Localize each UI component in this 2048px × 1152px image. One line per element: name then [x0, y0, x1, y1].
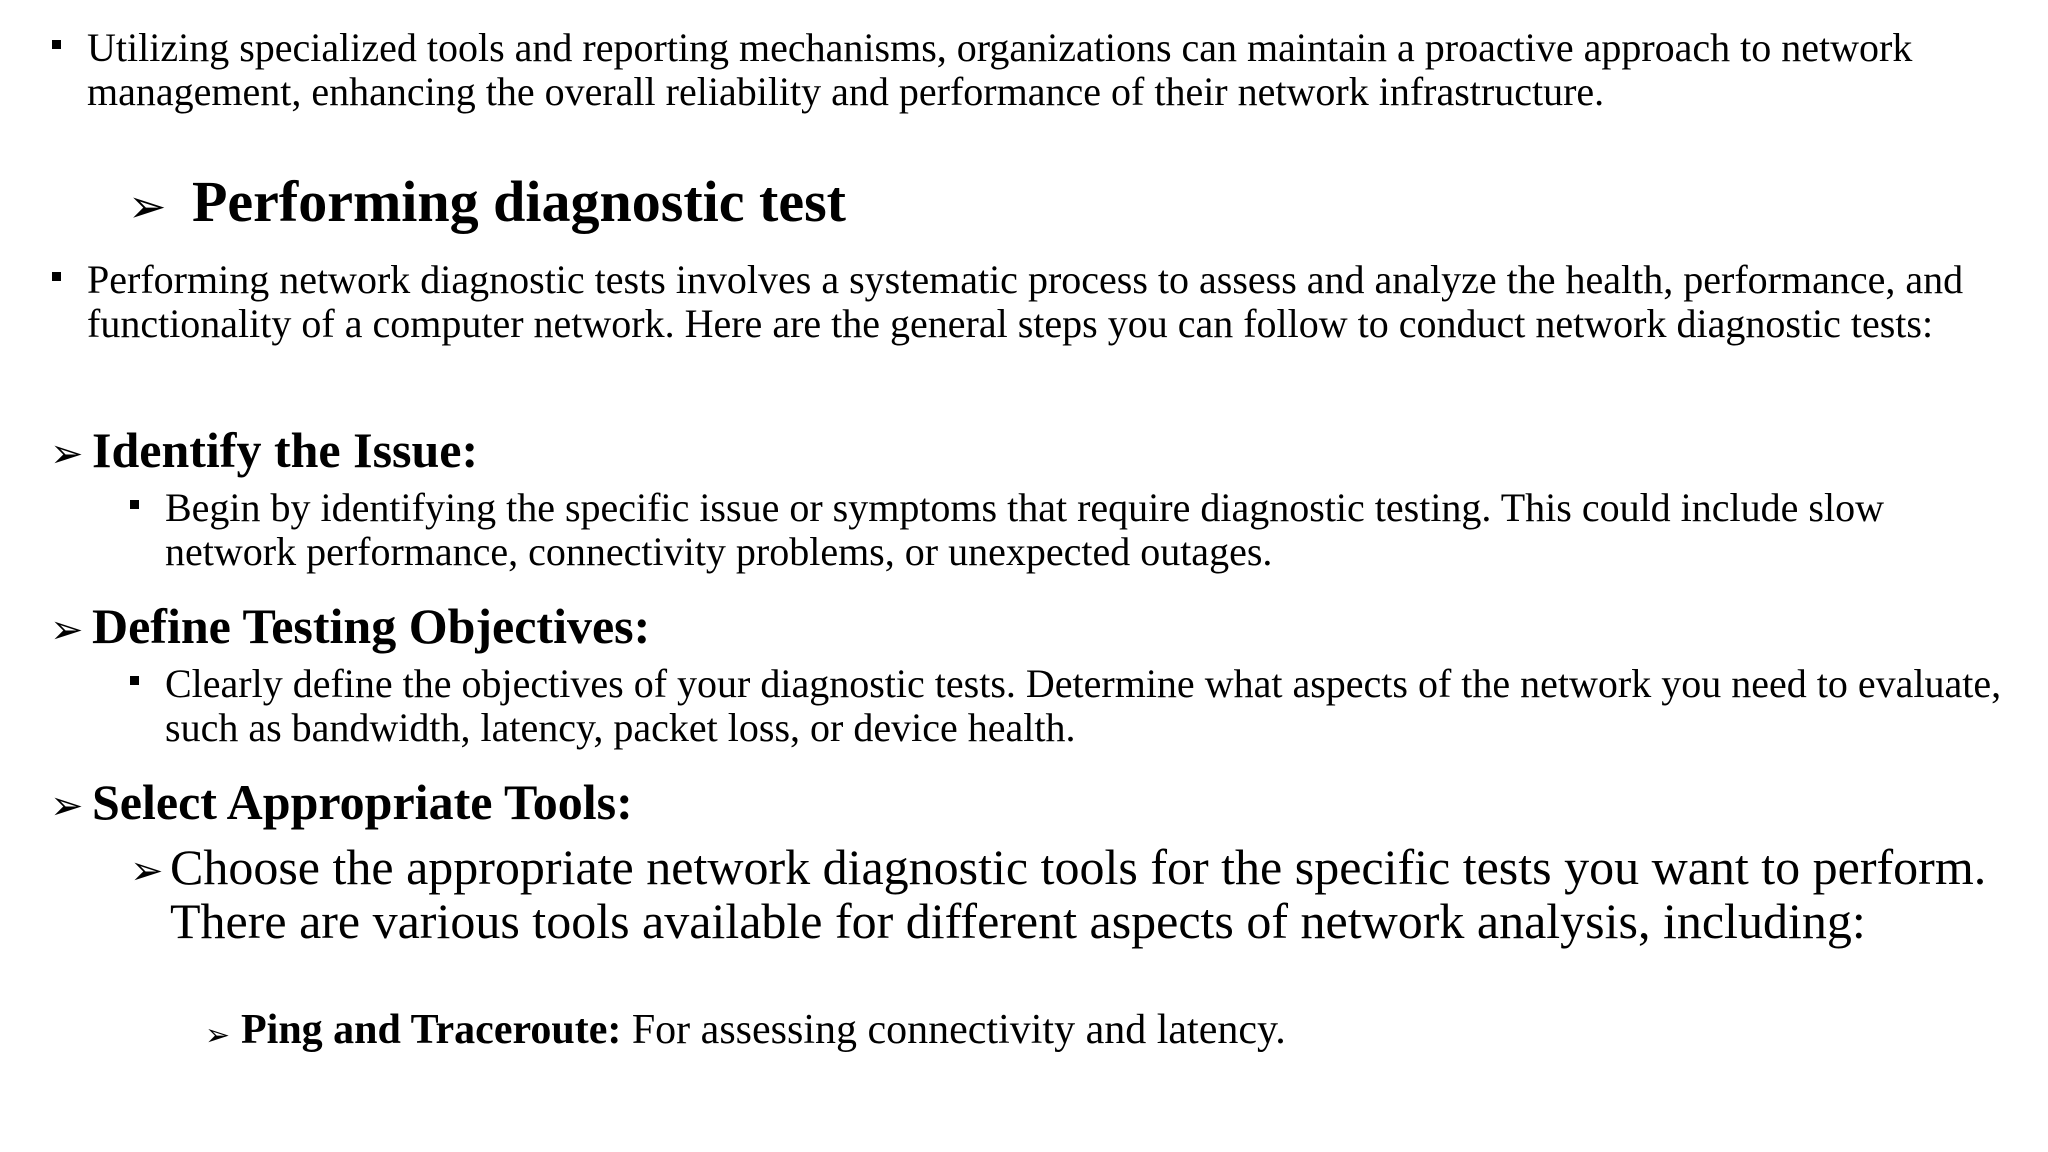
heading-identify-text: Identify the Issue:: [92, 422, 479, 478]
intro-text: Utilizing specialized tools and reporting mechanisms, organizations can maintain a proactive approach to network management, enhancing the overall reliability and performance of their network infrastructure.: [87, 25, 1913, 114]
select-text: Choose the appropriate network diagnostic tools for the specific tests you want to perform. There are various tools available for different aspects of network analysis, including:: [170, 839, 1987, 949]
identify-paragraph: [130, 486, 2010, 574]
square-bullet-icon: [130, 500, 139, 509]
square-bullet-icon: [52, 40, 61, 49]
tool-item-text: [241, 1006, 2005, 1054]
define-text: Clearly define the objectives of your diagnostic tests. Determine what aspects of the network you need to evaluate, such as bandwidth, latency, packet loss, or device health.: [165, 661, 2002, 750]
arrow-bullet-icon: ➢: [205, 1018, 231, 1053]
heading-identify: [50, 422, 478, 478]
arrow-bullet-icon: ➢: [50, 783, 84, 829]
identify-text: Begin by identifying the specific issue or symptoms that require diagnostic testing. This could include slow network performance, connectivity problems, or unexpected outages.: [165, 485, 1884, 574]
tool-item: [205, 1006, 2005, 1054]
arrow-bullet-icon: ➢: [128, 179, 167, 233]
heading-select-text: Select Appropriate Tools:: [92, 774, 633, 830]
overview-text: Performing network diagnostic tests involves a systematic process to assess and analyze the health, performance, and functionality of a computer network. Here are the general steps you can follow to conduct network diagnostic tests:: [87, 257, 1964, 346]
heading-select: [50, 774, 633, 830]
square-bullet-icon: [52, 272, 61, 281]
heading-define: [50, 598, 650, 654]
define-paragraph: [130, 662, 2010, 750]
intro-paragraph: [52, 26, 2012, 114]
arrow-bullet-icon: ➢: [130, 848, 164, 894]
overview-paragraph: [52, 258, 2012, 346]
select-paragraph: [130, 840, 2010, 948]
tool-description: For assessing connectivity and latency.: [621, 1007, 1286, 1053]
tool-label: Ping and Traceroute:: [241, 1007, 622, 1053]
main-heading: [128, 170, 846, 234]
arrow-bullet-icon: ➢: [50, 431, 84, 477]
square-bullet-icon: [130, 676, 139, 685]
main-heading-text: Performing diagnostic test: [192, 169, 846, 234]
heading-define-text: Define Testing Objectives:: [92, 598, 651, 654]
arrow-bullet-icon: ➢: [50, 607, 84, 653]
